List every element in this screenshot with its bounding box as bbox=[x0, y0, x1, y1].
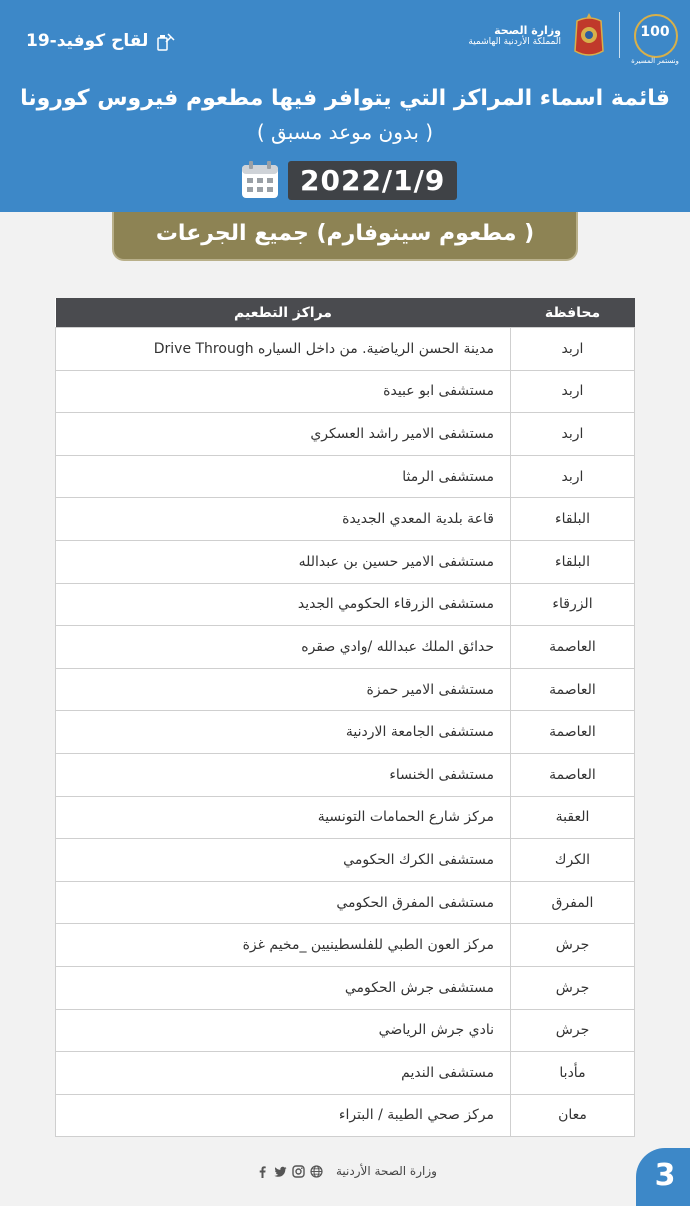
table-row bbox=[56, 583, 635, 626]
governorate-cell: اربد bbox=[511, 455, 635, 498]
governorate-cell: جرش bbox=[511, 924, 635, 967]
center-cell: نادي جرش الرياضي bbox=[56, 1009, 511, 1052]
date-row bbox=[240, 160, 457, 200]
table-row bbox=[56, 711, 635, 754]
vaccine-type-banner: ( مطعوم سينوفارم) جميع الجرعات bbox=[112, 212, 578, 261]
table-row bbox=[56, 413, 635, 456]
table-row bbox=[56, 1052, 635, 1095]
center-cell: مستشفى الخنساء bbox=[56, 753, 511, 796]
vaccine-tag-label: لقاح كوفيد-19 bbox=[26, 31, 149, 51]
center-cell: مستشفى الكرك الحكومي bbox=[56, 839, 511, 882]
center-cell: مستشفى الرمثا bbox=[56, 455, 511, 498]
center-cell: مستشفى الجامعة الاردنية bbox=[56, 711, 511, 754]
logos-group bbox=[468, 10, 680, 65]
globe-icon[interactable] bbox=[310, 1165, 323, 1178]
centenary-caption: ونستمر المسيرة bbox=[631, 57, 679, 65]
table-row bbox=[56, 796, 635, 839]
table-row bbox=[56, 924, 635, 967]
governorate-cell: البلقاء bbox=[511, 498, 635, 541]
facebook-icon[interactable] bbox=[256, 1165, 269, 1178]
center-cell: مستشفى ابو عبيدة bbox=[56, 370, 511, 413]
center-cell: مستشفى المفرق الحكومي bbox=[56, 881, 511, 924]
governorate-cell: اربد bbox=[511, 370, 635, 413]
table-row bbox=[56, 498, 635, 541]
kingdom-name: المملكة الأردنية الهاشمية bbox=[468, 36, 561, 47]
syringe-icon bbox=[154, 30, 176, 52]
table-row bbox=[56, 540, 635, 583]
centenary-number: 100 bbox=[640, 24, 670, 40]
governorate-cell: اربد bbox=[511, 328, 635, 371]
date-label: 2022/1/9 bbox=[288, 161, 457, 200]
governorate-cell: معان bbox=[511, 1094, 635, 1137]
center-cell: مستشفى الامير راشد العسكري bbox=[56, 413, 511, 456]
table-row bbox=[56, 1094, 635, 1137]
governorate-cell: العاصمة bbox=[511, 668, 635, 711]
governorate-cell: العاصمة bbox=[511, 626, 635, 669]
governorate-header: محافظة bbox=[511, 298, 635, 328]
table-row bbox=[56, 966, 635, 1009]
table-row bbox=[56, 668, 635, 711]
governorate-cell: المفرق bbox=[511, 881, 635, 924]
center-cell: مستشفى الامير حمزة bbox=[56, 668, 511, 711]
instagram-icon[interactable] bbox=[292, 1165, 305, 1178]
table-row bbox=[56, 455, 635, 498]
header-banner bbox=[0, 0, 690, 212]
governorate-cell: جرش bbox=[511, 1009, 635, 1052]
center-cell: مستشفى جرش الحكومي bbox=[56, 966, 511, 1009]
footer-social bbox=[256, 1164, 437, 1178]
center-cell: مستشفى الامير حسين بن عبدالله bbox=[56, 540, 511, 583]
governorate-cell: الكرك bbox=[511, 839, 635, 882]
table-row bbox=[56, 1009, 635, 1052]
jordan-emblem-icon bbox=[569, 11, 609, 59]
governorate-cell: اربد bbox=[511, 413, 635, 456]
footer bbox=[0, 1150, 690, 1200]
table-row bbox=[56, 370, 635, 413]
table-row bbox=[56, 328, 635, 371]
center-cell: مركز صحي الطيبة / البتراء bbox=[56, 1094, 511, 1137]
center-cell: مركز العون الطبي للفلسطينيين _مخيم غزة bbox=[56, 924, 511, 967]
centenary-logo-icon bbox=[630, 10, 680, 65]
governorate-cell: العقبة bbox=[511, 796, 635, 839]
table-row bbox=[56, 753, 635, 796]
table-row bbox=[56, 626, 635, 669]
governorate-cell: الزرقاء bbox=[511, 583, 635, 626]
center-cell: مدينة الحسن الرياضية. من داخل السياره Drive Through bbox=[56, 328, 511, 371]
footer-ministry-name: وزارة الصحة الأردنية bbox=[336, 1164, 437, 1178]
page-title: قائمة اسماء المراكز التي يتوافر فيها مطعوم فيروس كورونا bbox=[20, 86, 670, 111]
governorate-cell: البلقاء bbox=[511, 540, 635, 583]
governorate-cell: جرش bbox=[511, 966, 635, 1009]
logo-divider bbox=[619, 12, 620, 58]
governorate-cell: مأدبا bbox=[511, 1052, 635, 1095]
ministry-name: وزارة الصحة bbox=[494, 23, 561, 37]
calendar-icon bbox=[240, 160, 280, 200]
vaccination-centers-table bbox=[55, 298, 635, 1137]
center-cell: حدائق الملك عبدالله /وادي صقره bbox=[56, 626, 511, 669]
governorate-cell: العاصمة bbox=[511, 711, 635, 754]
governorate-cell: العاصمة bbox=[511, 753, 635, 796]
table-row bbox=[56, 881, 635, 924]
center-cell: مستشفى الزرقاء الحكومي الجديد bbox=[56, 583, 511, 626]
center-cell: مستشفى النديم bbox=[56, 1052, 511, 1095]
center-cell: مركز شارع الحمامات التونسية bbox=[56, 796, 511, 839]
table-row bbox=[56, 839, 635, 882]
center-cell: قاعة بلدية المعدي الجديدة bbox=[56, 498, 511, 541]
ministry-label bbox=[468, 24, 561, 47]
table-header-row bbox=[56, 298, 635, 328]
page-subtitle: ( بدون موعد مسبق ) bbox=[256, 120, 434, 144]
centers-header: مراكز التطعيم bbox=[56, 298, 511, 328]
twitter-icon[interactable] bbox=[274, 1165, 287, 1178]
page-number: 3 bbox=[636, 1148, 690, 1206]
vaccine-tag bbox=[26, 30, 176, 52]
